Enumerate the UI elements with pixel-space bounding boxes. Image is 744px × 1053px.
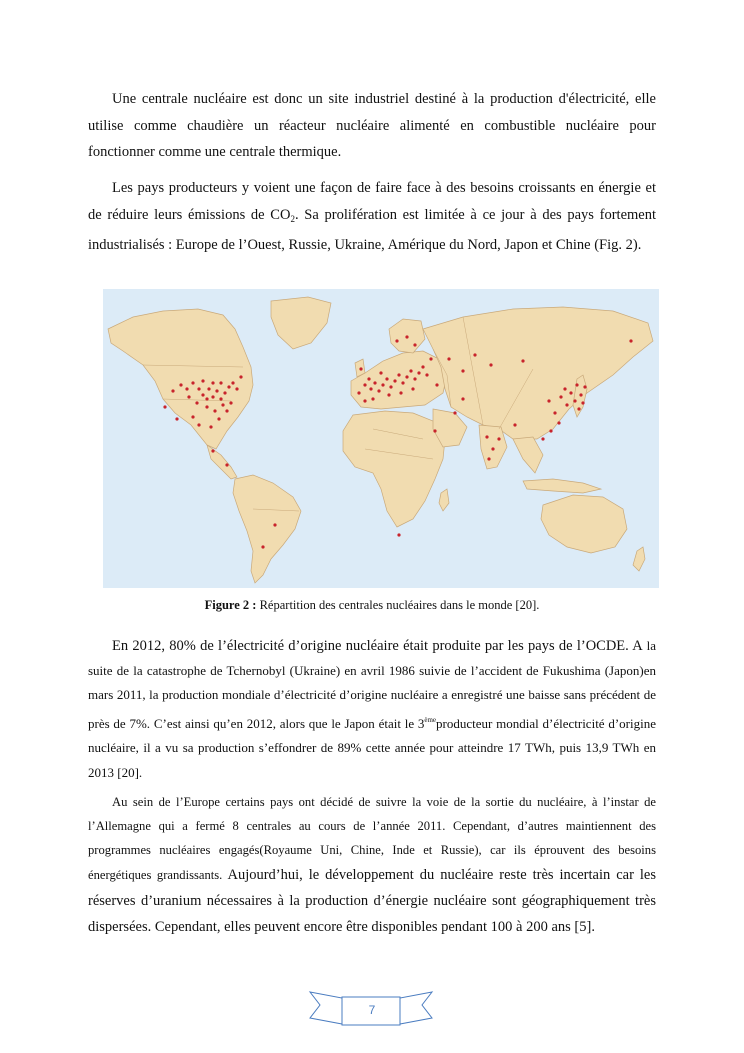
text-run: Au sein de l’Europe certains pays ont décidé de suivre la voie de la sortie du nucléaire, à l’instar de l’Allemagne qui a fermé 8 centrales au cours de l’année 2011. Cependant, d’autres maintiennent des programmes nucléaires engagés(Royaume Uni, Chine, Inde et Russie), car ils éprouvent des besoins énergétiques grandissants. (88, 795, 656, 882)
text-run: la suite de la catastrophe de Tchernobyl (Ukraine) en avril 1986 suivie de l’accident de Fukushima (Japon)en mars 2011, la production mondiale d’électricité d’origine nucléaire a enregistré une baisse sans précédent de près de 7%. C’est ainsi qu’en 2012, alors que le Japon était le 3 (88, 638, 656, 731)
subscript: 2 (290, 213, 295, 224)
paragraph-oecd (88, 634, 656, 785)
world-nuclear-map (103, 289, 659, 588)
superscript: ème (424, 715, 437, 724)
text-run-tail: Aujourd’hui, le développement du nucléaire reste très incertain car les réserves d’uranium nécessaires à la production d’énergie nucléaire sont géographiquement très dispersées. Cependant, elles peuvent encore être disponibles pendant 100 à 200 ans [5]. (88, 867, 656, 935)
paragraph-producers (88, 175, 656, 259)
figure-caption-text: Répartition des centrales nucléaires dans le monde [20]. (256, 598, 540, 612)
paragraph-intro: Une centrale nucléaire est donc un site industriel destiné à la production d'électricité, elle utilise comme chaudière un réacteur nucléaire alimenté en combustible nucléaire pour fonctionner comme une centrale thermique. (88, 91, 656, 160)
paragraph-europe (88, 790, 656, 940)
figure-label: Figure 2 : (204, 598, 257, 612)
text-run-lead: En 2012, 80% de l’électricité d’origine nucléaire était produite par les pays de l’OCDE. A (112, 638, 643, 654)
text-run: . Sa prolifération est limitée à ce jour à des pays fortement industrialisés : Europe de l’Ouest, Russie, Ukraine, Amérique du Nord, Japon et Chine (Fig. 2). (88, 206, 657, 253)
text-run: producteur mondial d’électricité d’origine nucléaire, il a vu sa production s’effondrer de 89% cette année pour atteindre 17 TWh, puis 13,9 TWh en 2013 [20]. (88, 715, 656, 780)
figure-caption (88, 598, 656, 613)
page-number: 7 (368, 1003, 376, 1017)
text-run: Les pays producteurs y voient une façon de faire face à des besoins croissants en énergie et de réduire leurs émissions de CO (88, 180, 656, 223)
